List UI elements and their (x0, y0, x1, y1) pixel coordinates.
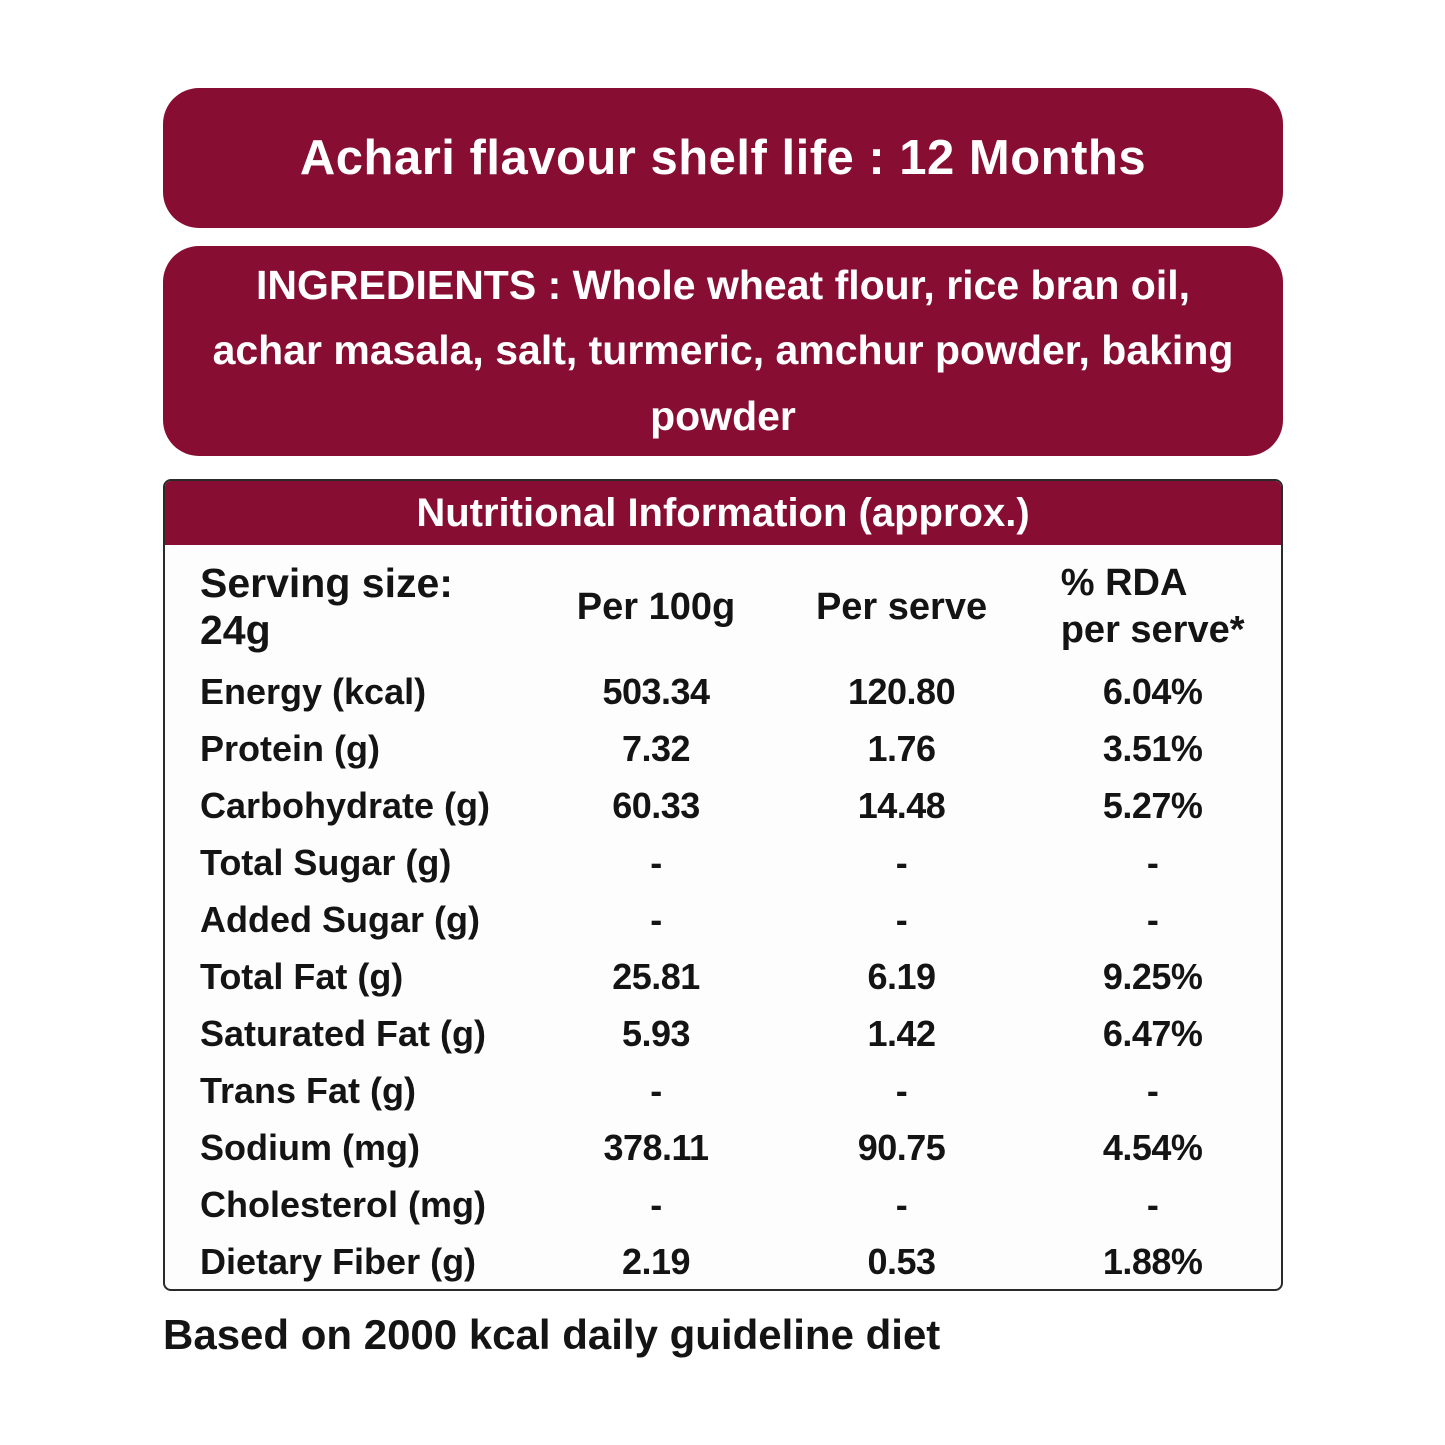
rda-value: 6.04% (1102, 670, 1203, 712)
nutrient-label: Saturated Fat (g) (200, 1012, 487, 1054)
rda-per-serve-header-text (1061, 560, 1245, 655)
nutrient-label: Protein (g) (200, 727, 380, 769)
nutrient-label: Cholesterol (mg) (200, 1183, 487, 1225)
rda-value: 5.27% (1102, 784, 1203, 826)
rda-value: - (1146, 841, 1159, 883)
nutrient-row (165, 720, 1281, 777)
per-100g-header: Per 100g (576, 585, 736, 628)
per-serve-value: - (895, 898, 908, 940)
per-serve-value: 120.80 (847, 670, 956, 712)
rda-value: 9.25% (1102, 955, 1203, 997)
rda-value: 4.54% (1102, 1126, 1203, 1168)
per-serve-value: 0.53 (867, 1240, 936, 1282)
per-serve-header: Per serve (815, 585, 988, 628)
nutrient-label: Trans Fat (g) (200, 1069, 417, 1111)
nutrient-row (165, 891, 1281, 948)
rda-per-serve-header (1024, 560, 1281, 655)
nutrient-label: Energy (kcal) (200, 670, 427, 712)
per-100g-value: - (650, 841, 662, 883)
footer-note: Based on 2000 kcal daily guideline diet (163, 1311, 941, 1358)
per-serve-value: 90.75 (857, 1126, 946, 1168)
nutrient-row (165, 777, 1281, 834)
per-100g-value: - (650, 1069, 662, 1111)
per-100g-value: - (650, 898, 662, 940)
per-serve-value: 14.48 (857, 784, 946, 826)
nutrient-row (165, 834, 1281, 891)
nutrient-row (165, 1062, 1281, 1119)
rda-value: 1.88% (1102, 1240, 1203, 1282)
per-serve-value: 6.19 (867, 955, 936, 997)
per-100g-value: 5.93 (621, 1012, 691, 1054)
rda-value: - (1146, 1183, 1159, 1225)
nutrient-rows (165, 663, 1281, 1290)
nutrition-table (163, 479, 1283, 1291)
per-serve-value: 1.42 (867, 1012, 936, 1054)
ingredients-banner (163, 246, 1283, 456)
per-100g-value: - (650, 1183, 662, 1225)
per-100g-value: 378.11 (603, 1126, 709, 1168)
nutrition-table-title: Nutritional Information (approx.) (165, 481, 1281, 545)
rda-value: - (1146, 898, 1159, 940)
rda-header-line2: per serve* (1060, 609, 1245, 651)
ingredients-text: INGREDIENTS : Whole wheat flour, rice bran oil, achar masala, salt, turmeric, amchur powder, baking powder (212, 261, 1234, 439)
rda-value: - (1146, 1069, 1159, 1111)
nutrient-label: Sodium (mg) (200, 1126, 420, 1168)
per-100g-value: 25.81 (612, 955, 700, 997)
rda-value: 6.47% (1102, 1012, 1203, 1054)
nutrient-row (165, 1119, 1281, 1176)
nutrient-label: Total Fat (g) (200, 955, 404, 997)
nutrient-label: Added Sugar (g) (200, 898, 480, 940)
per-serve-value: - (895, 1183, 908, 1225)
nutrient-label: Carbohydrate (g) (200, 784, 491, 826)
per-100g-value: 60.33 (612, 784, 700, 826)
rda-header-line1: % RDA (1060, 561, 1188, 604)
per-100g-value: 503.34 (602, 670, 710, 712)
nutrient-row (165, 1176, 1281, 1233)
nutrient-label: Dietary Fiber (g) (200, 1240, 477, 1282)
per-serve-value: - (895, 841, 908, 883)
per-100g-value: 2.19 (621, 1240, 691, 1282)
shelf-life-text: Achari flavour shelf life : 12 Months (299, 131, 1147, 185)
nutrient-row (165, 663, 1281, 720)
nutrient-row (165, 948, 1281, 1005)
table-header-row (165, 545, 1281, 663)
per-serve-value: - (895, 1069, 908, 1111)
rda-value: 3.51% (1102, 727, 1203, 769)
nutrient-row (165, 1233, 1281, 1290)
shelf-life-banner (163, 88, 1283, 228)
per-100g-value: 7.32 (621, 727, 691, 769)
nutrient-row (165, 1005, 1281, 1062)
nutrient-label: Total Sugar (g) (200, 841, 452, 883)
per-serve-value: 1.76 (867, 727, 936, 769)
serving-size-header: Serving size: 24g (200, 560, 453, 653)
